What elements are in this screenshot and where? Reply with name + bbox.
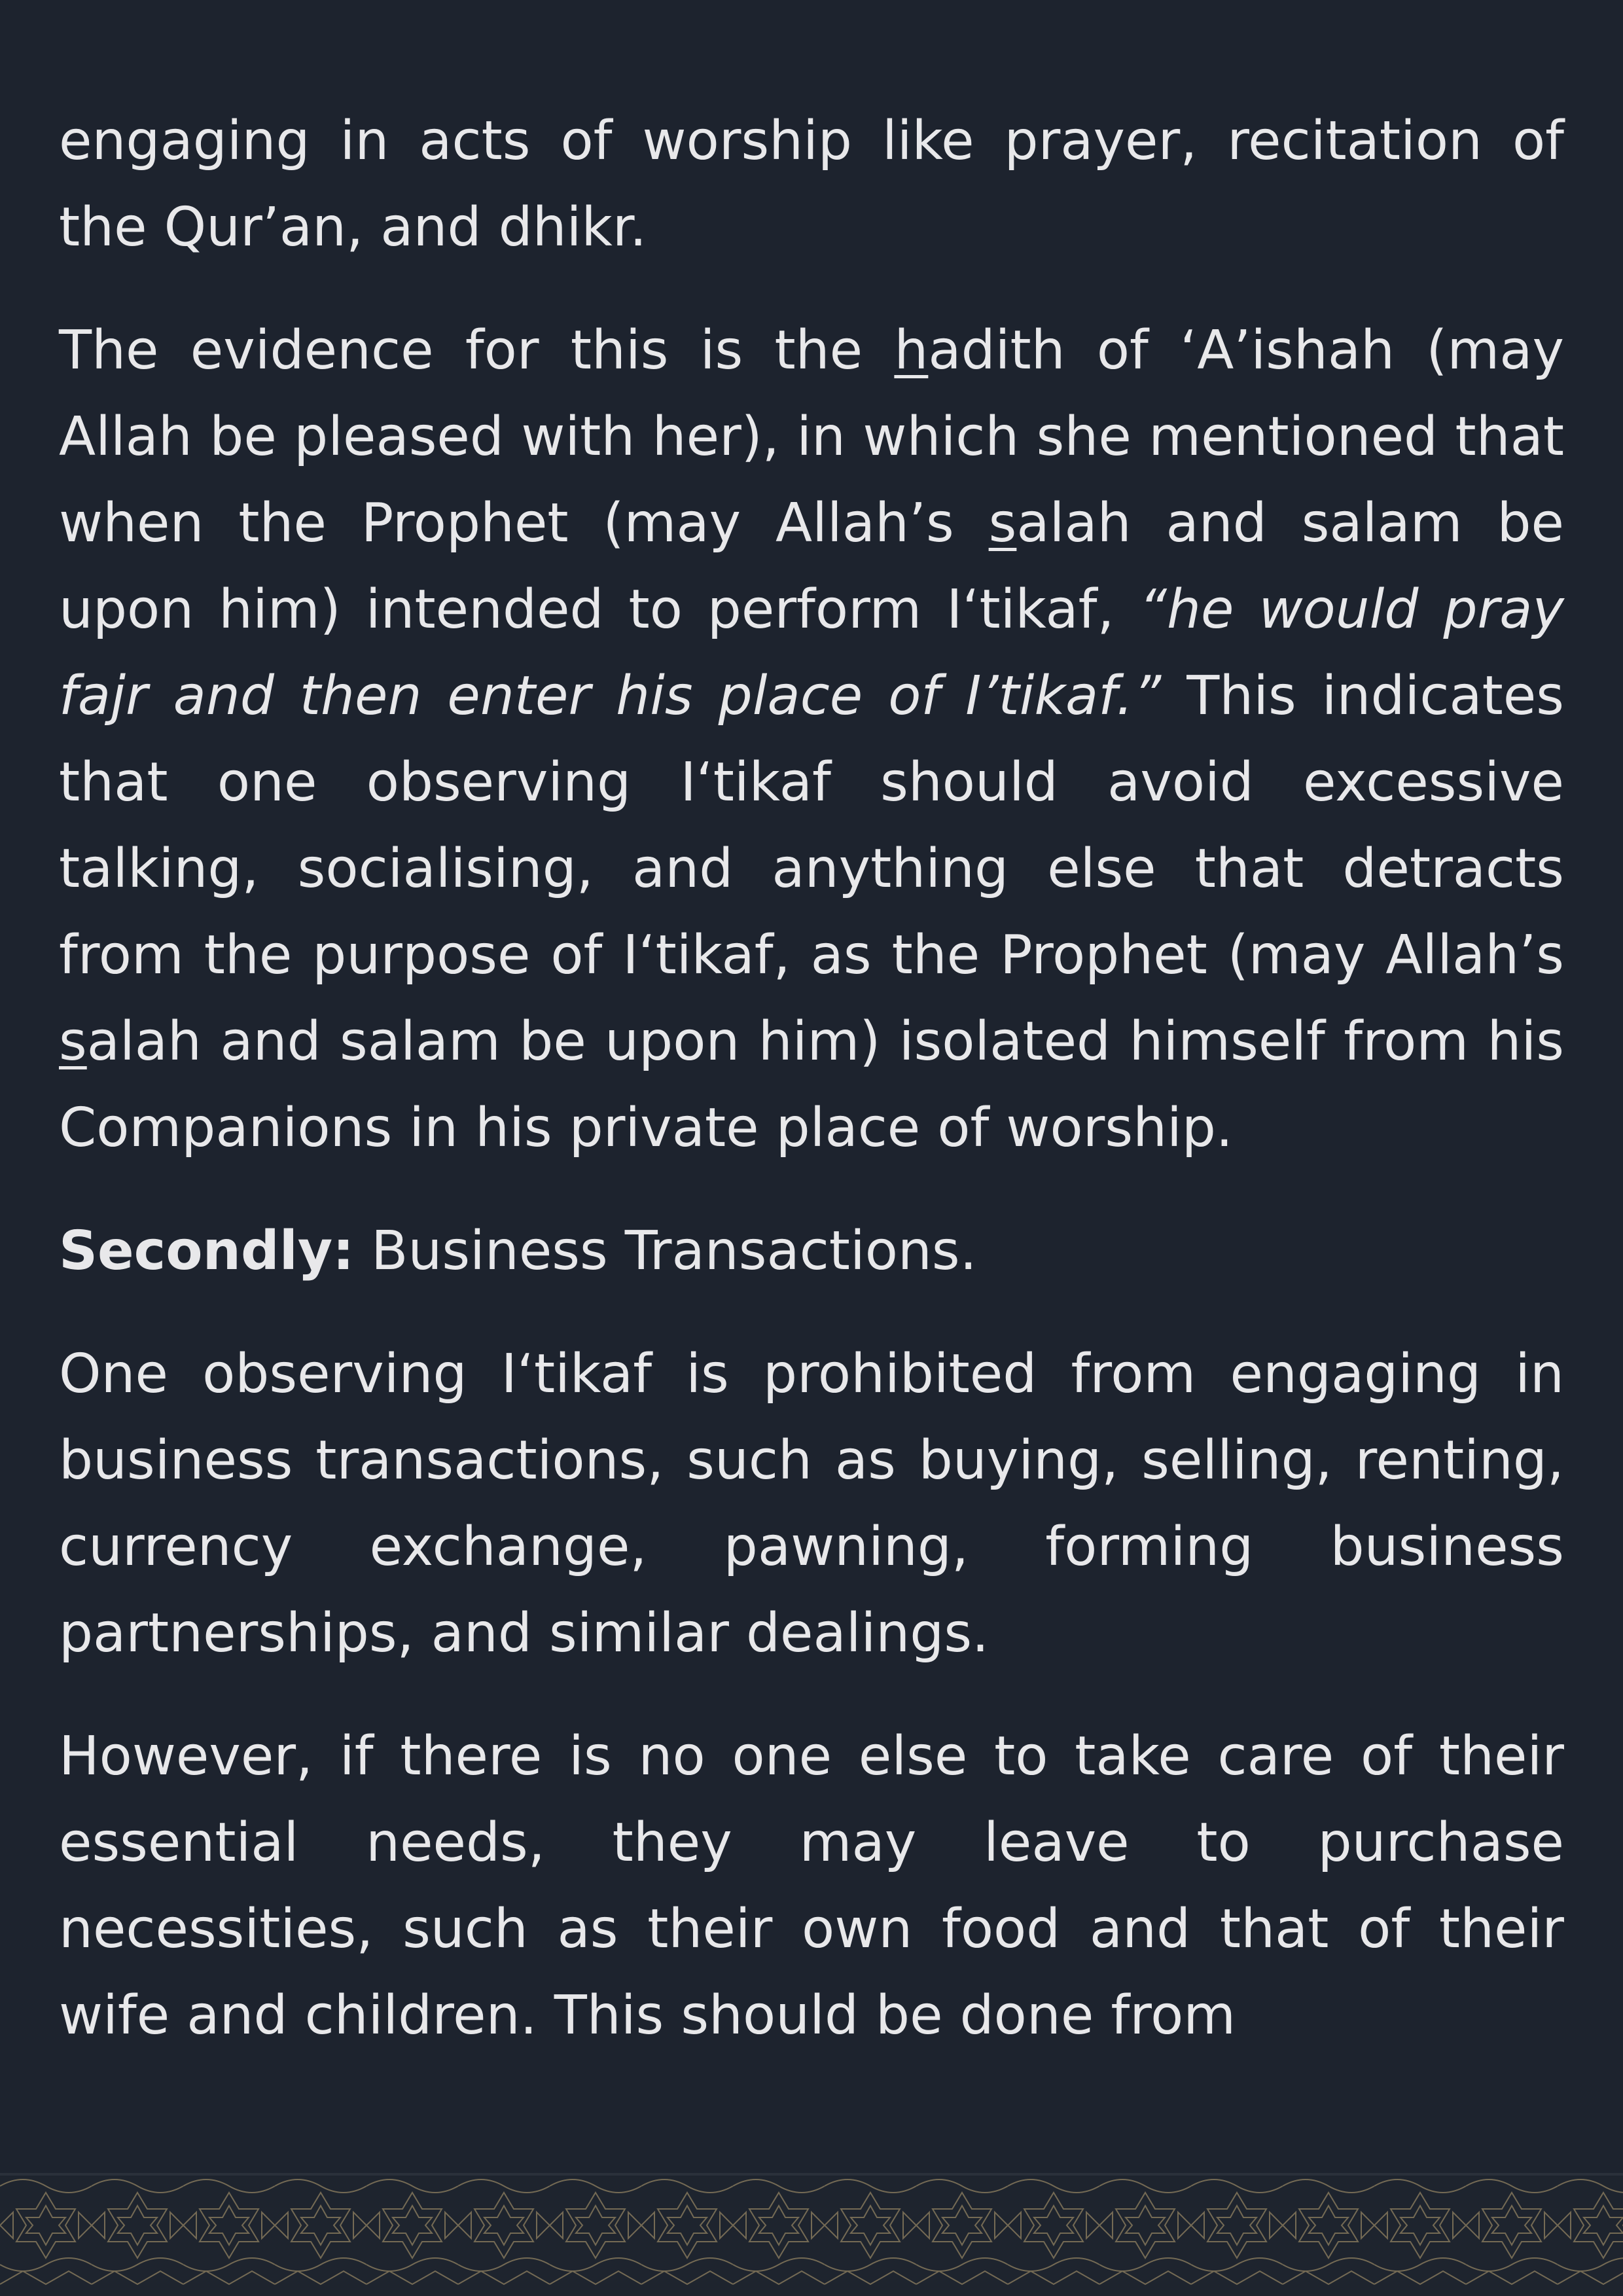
paragraph-worship: engaging in acts of worship like prayer, recitation of the Qur’an, and dhikr.: [59, 110, 1564, 259]
geometric-pattern-icon: [0, 2173, 1623, 2296]
text-run: alah and salam be upon him) intended to perform I‘tikaf,: [59, 492, 1564, 641]
paragraph-necessities: However, if there is no one else to take care of their essential needs, they may leave to purchase necessities, such as their own food and that of their wife and children. This should be done from: [59, 1725, 1564, 2047]
paragraph-evidence: [59, 308, 1564, 1172]
text-run: alah and salam be upon him) isolated himself from his Companions in his private place of worship.: [59, 1011, 1564, 1159]
document-body: [59, 98, 1564, 2096]
hadith-quote: “he would pray fajr and then enter his place of I’tikaf.”: [59, 579, 1564, 727]
heading-lead: Secondly:: [59, 1220, 355, 1282]
text-run: The evidence for this is the: [59, 319, 895, 382]
text-run: This indicates that one observing I‘tikaf should avoid excessive talking, socialising, and anything else that detracts from the purpose of I‘tikaf, as the Prophet (may Allah’s: [59, 665, 1564, 986]
decorative-border: [0, 2173, 1623, 2296]
section-heading: [59, 1208, 1564, 1295]
underlined-letter: h: [894, 319, 929, 382]
text-run: adith of ‘A’ishah (may Allah be pleased with her), in which she mentioned that when the Prophet (may Allah’s: [59, 319, 1564, 554]
paragraph-business: One observing I‘tikaf is prohibited from engaging in business transactions, such as buying, selling, renting, currency exchange, pawning, forming business partnerships, and similar dealings.: [59, 1343, 1564, 1664]
underlined-letter: s: [59, 1011, 87, 1073]
heading-title: Business Transactions.: [354, 1220, 977, 1282]
underlined-letter: s: [988, 492, 1017, 554]
